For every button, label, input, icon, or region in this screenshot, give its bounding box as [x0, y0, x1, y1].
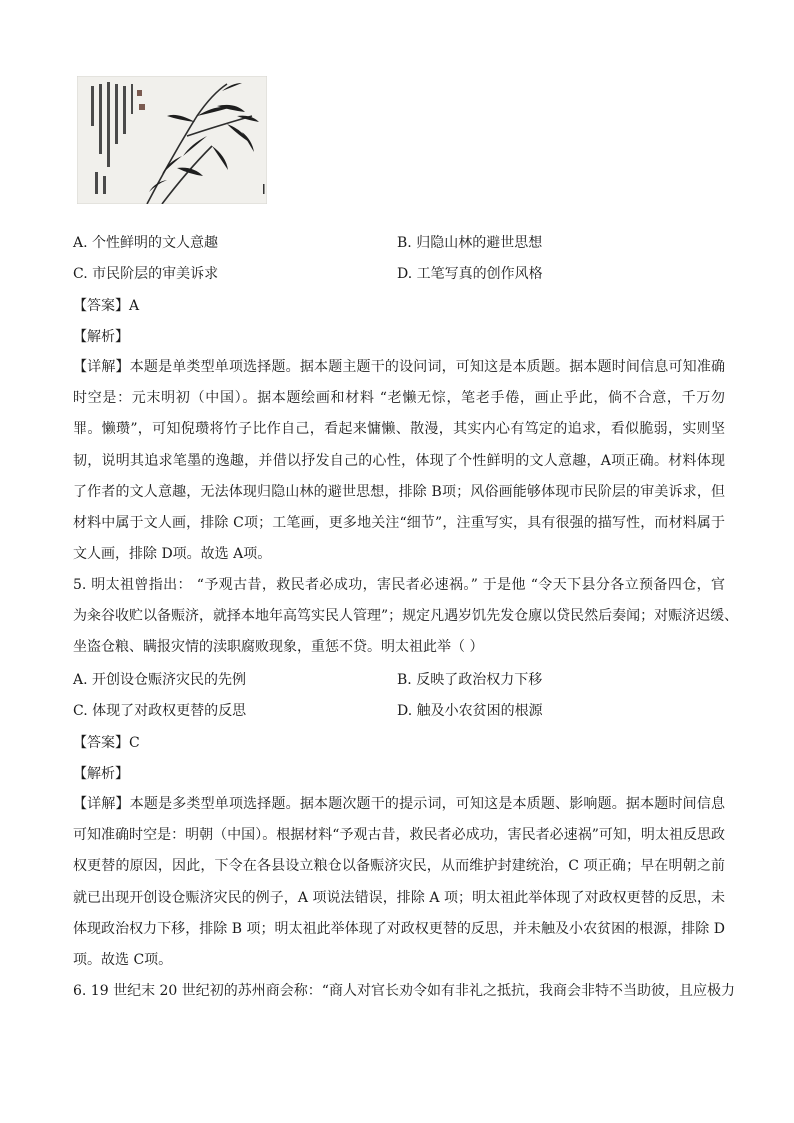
bamboo-painting-image — [77, 76, 267, 204]
q5-detail-line: 就已出现开创设仓赈济灾民的例子，A 项说法错误，排除 A 项；明太祖此举体现了对政权更替的反思，未 — [73, 889, 725, 906]
q4-detail-line: 材料中属于文人画，排除 C项；工笔画，更多地关注“细节”，注重写实，具有很强的描写性，而材料属于 — [73, 515, 725, 532]
q5-detail-paragraph — [73, 789, 725, 976]
q4-option-c: C. 市民阶层的审美诉求 — [73, 266, 219, 282]
q5-option-b: B. 反映了政治权力下移 — [397, 672, 543, 688]
q4-detail-line: 了作者的文人意趣，无法体现归隐山林的避世思想，排除 B项；风俗画能够体现市民阶层的审美诉求，但 — [73, 483, 725, 500]
q5-stem-line: 5. 明太祖曾指出： “予观古昔，救民者必成功，害民者必速祸。” 于是他 “令天下县分各立预备四仓，官 — [73, 577, 725, 593]
q5-detail-line: 项。故选 C项。 — [73, 952, 173, 969]
q5-detail-line: 体现政治权力下移，排除 B 项；明太祖此举体现了对政权更替的反思，并未触及小农贫困的根源，排除 D — [73, 920, 725, 937]
q5-stem-line: 为籴谷收贮以备赈济，就择本地年高笃实民人管理”；规定凡遇岁饥先发仓廪以贷民然后奏闻；对赈济迟缓、 — [73, 608, 739, 625]
q5-stem — [73, 570, 739, 664]
q4-detail-line: 【详解】本题是单类型单项选择题。据本题主题干的设问词，可知这是本质题。据本题时间信息可知准确 — [73, 359, 725, 375]
q5-stem-line: 坐盗仓粮、瞒报灾情的渎职腐败现象，重惩不贷。明太祖此举（ ） — [73, 639, 484, 656]
q4-analysis-label: 【解析】 — [73, 329, 129, 345]
q5-option-a: A. 开创设仓赈济灾民的先例 — [73, 672, 247, 688]
q6-stem-line: 6. 19 世纪末 20 世纪初的苏州商会称：“商人对官长劝令如有非礼之抵抗，我商会非特不当助彼，且应极力 — [73, 983, 735, 999]
q5-option-c: C. 体现了对政权更替的反思 — [73, 703, 247, 719]
q4-detail-line: 罪。懒瓒”，可知倪瓒将竹子比作自己，看起来慵懒、散漫，其实内心有笃定的追求，看似脆弱，实则坚 — [73, 421, 725, 438]
q4-detail-line: 时空是：元末明初（中国）。据本题绘画和材料 “老懒无悰，笔老手倦，画止乎此，倘不合意，千万勿 — [73, 390, 725, 407]
q5-analysis-label: 【解析】 — [73, 766, 129, 782]
q6-stem — [73, 976, 735, 1007]
q4-detail-line: 韧，说明其追求笔墨的逸趣，并借以抒发自己的心性，体现了个性鲜明的文人意趣，A项正确。材料体现 — [73, 452, 725, 469]
q4-option-b: B. 归隐山林的避世思想 — [397, 235, 543, 251]
q5-answer: 【答案】C — [73, 735, 140, 751]
q5-option-d: D. 触及小农贫困的根源 — [397, 703, 543, 719]
q4-option-d: D. 工笔写真的创作风格 — [397, 266, 543, 282]
q5-detail-line: 可知准确时空是：明朝（中国）。根据材料“予观古昔，救民者必成功，害民者必速祸”可知，明太祖反思政 — [73, 827, 725, 844]
q4-answer: 【答案】A — [73, 298, 140, 314]
q5-detail-line: 权更替的原因，因此，下令在各县设立粮仓以备赈济灾民，从而维护封建统治，C 项正确；早在明朝之前 — [73, 858, 725, 875]
q4-option-a: A. 个性鲜明的文人意趣 — [73, 235, 219, 251]
q5-detail-line: 【详解】本题是多类型单项选择题。据本题次题干的提示词，可知这是本质题、影响题。据本题时间信息 — [73, 796, 725, 812]
q4-detail-paragraph — [73, 352, 725, 570]
q4-detail-line: 文人画，排除 D项。故选 A项。 — [73, 546, 272, 563]
